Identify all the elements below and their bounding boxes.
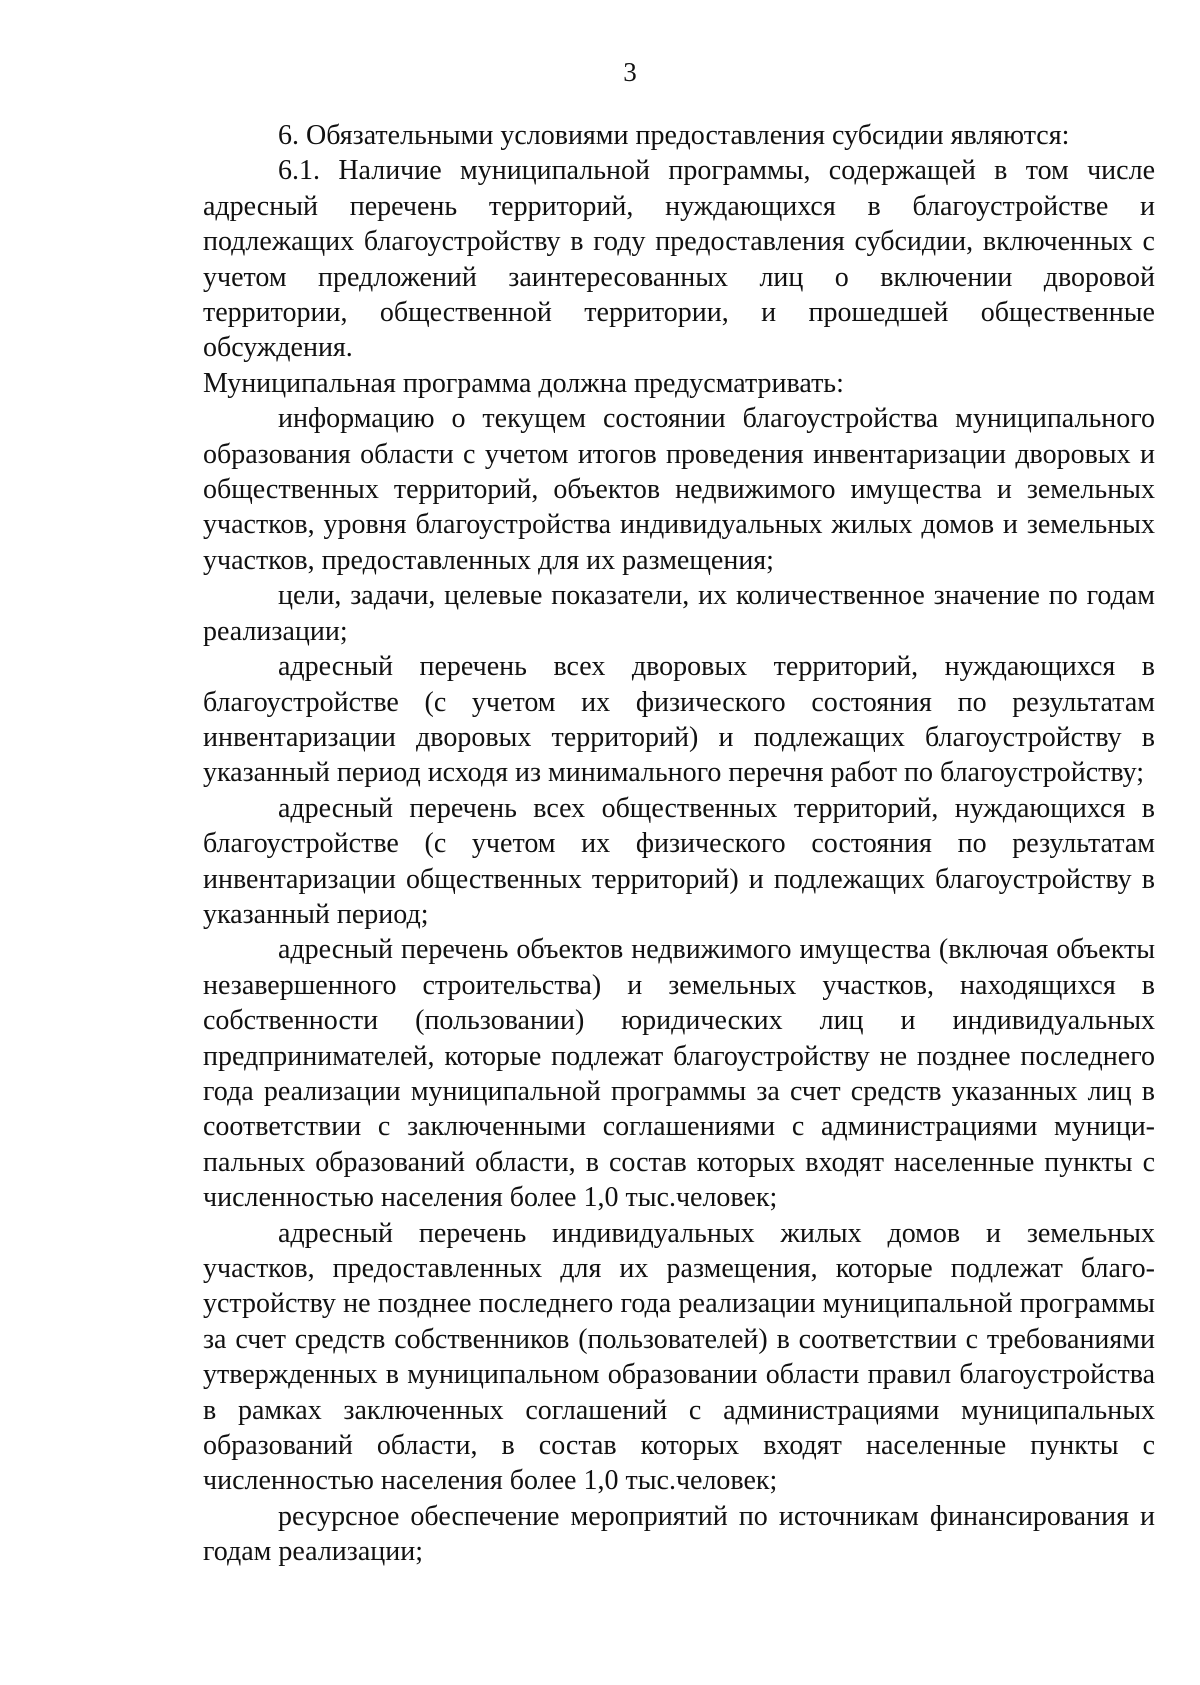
document-body: [203, 118, 1155, 1570]
paragraph-6-1: 6.1. Наличие муниципальной программы, содержащей в том числе адресный перечень территорий, нуждающихся в благоустройстве и подлежащих благоустройству в году предоставления субсидии, включенных с учетом предложений заинтересованных лиц о включении дворовой территории, общественной территории, и прошедшей общественные обсуждения.: [203, 155, 1155, 364]
paragraph-6: 6. Обязательными условиями предоставления субсидии являются:: [278, 120, 1070, 151]
paragraph-goals: цели, задачи, целевые показатели, их количественное значение по годам реализации;: [203, 580, 1155, 647]
paragraph-individual-houses: адресный перечень индивидуальных жилых домов и земельных участков, предоставленных для их размещения, которые подлежат благо-устройству не позднее последнего года реализации муниципальной программы за счет средств собственников (пользователей) в соответствии с требованиями утвержденных в муниципальном образовании области правил благоустройства в рамках заключенных соглашений с администрациями муниципальных образований области, в состав которых входят населенные пункты с численностью населения более 1,0 тыс.человек;: [203, 1217, 1155, 1497]
page-number: 3: [623, 57, 637, 87]
paragraph-resource-support: ресурсное обеспечение мероприятий по источникам финансирования и годам реализации;: [203, 1500, 1155, 1568]
paragraph-program-requirements: Муниципальная программа должна предусматривать:: [203, 367, 844, 399]
paragraph-public-territories: адресный перечень всех общественных территорий, нуждающихся в благоустройстве (с учетом их физического состояния по результатам инвентаризации общественных территорий) и подлежащих благоустройству в указанный период;: [203, 792, 1155, 930]
paragraph-information: информацию о текущем состоянии благоустройства муниципального образования области с учетом итогов проведения инвентаризации дворовых и общественных территорий, объектов недвижимого имущества и земельных участков, уровня благоустройства индивидуальных жилых домов и земельных участков, предоставленных для их размещения;: [203, 403, 1155, 576]
paragraph-real-estate-objects: адресный перечень объектов недвижимого имущества (включая объекты незавершенного строительства) и земельных участков, находящихся в собственности (пользовании) юридических лиц и индивидуальных предпринимателей, которые подлежат благоустройству не позднее последнего года реализации муниципальной программы за счет средств указанных лиц в соответствии с заключенными соглашениями с администрациями муници-пальных образований области, в состав которых входят населенные пункты с численностью населения более 1,0 тыс.человек;: [203, 934, 1155, 1214]
paragraph-yard-territories: адресный перечень всех дворовых территорий, нуждающихся в благоустройстве (с учетом их физического состояния по результатам инвентаризации дворовых территорий) и подлежащих благоустройству в указанный период исходя из минимального перечня работ по благоустройству;: [203, 651, 1155, 789]
